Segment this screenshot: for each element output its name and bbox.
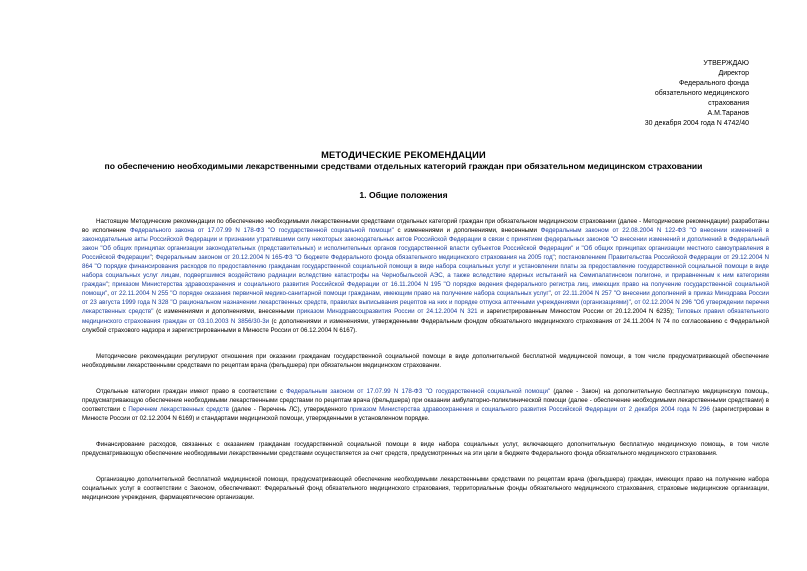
paragraph-text: Методические рекомендации регулируют отношения при оказании гражданам государственной социальной помощи в виде дополнительной бесплатной медицинской помощи, в том числе предусматривающей обеспечение необходимыми лекарственными средствами по рецептам врача (фельдшера) при обязательном медицинском страховании. <box>82 352 769 369</box>
paragraph-text: (с изменениями и дополнениями, внесенными <box>153 308 298 316</box>
paragraph-text: ; <box>107 281 113 289</box>
document-link[interactable]: от 02.12.2004 N 296 "Об утверждении перечня лекарственных средств" <box>82 299 769 316</box>
document-link[interactable]: Перечнем лекарственных средств <box>128 405 229 413</box>
document-link[interactable]: приказом Министерства здравоохранения и социального развития Российской Федерации от 2 декабря 2004 года N 296 <box>349 405 710 413</box>
paragraph-text: (зарегистрирован в Минюсте России от 02.12.2004 N 6169) и стандартами медицинской помощи, утвержденными в установленном порядке. <box>82 405 770 422</box>
body-paragraph <box>82 352 769 370</box>
approval-line: Федерального фонда <box>678 80 749 87</box>
body-paragraph <box>82 217 769 335</box>
paragraph-text: (далее - Закон) на дополнительную бесплатную медицинскую помощь, предусматривающую обеспечение необходимыми лекарственными средствами по рецептам врача (фельдшера) при оказании амбулаторно-поликлинической помощи (далее - обеспечение необходимыми лекарственными средствами) в соответствии с <box>82 387 769 413</box>
paragraph-text: ; <box>151 254 156 262</box>
approval-block <box>645 59 749 129</box>
section-heading: 1. Общие положения <box>359 190 448 200</box>
document-link[interactable]: Федеральным законом от 20.12.2004 N 165-ФЗ "О бюджете Федерального фонда обязательного медицинского страхования на 2005 год" <box>155 254 555 262</box>
paragraph-text: (далее - Перечень ЛС), утвержденного <box>228 405 350 413</box>
document-link[interactable]: Федеральным законом от 22.08.2004 N 122-ФЗ "О внесении изменений в законодательные акты Российской Федерации и признании утратившими силу некоторых законодательных актов Российской Федерации в связи с принятием федеральных законов "О внесении изменений и дополнений в Федеральный закон "Об общих принципах организации законодательных (представительных) и исполнительных органов государственной власти субъектов Российской Федерации" и "Об общих принципах организации местного самоуправления в Российской Федерации" <box>82 227 769 262</box>
paragraph-text: , <box>107 290 111 298</box>
paragraph-text: ; <box>554 254 559 262</box>
paragraph-text: и зарегистрированным Минюстом России от 20.12.2004 N 6235); <box>477 308 677 316</box>
document-link[interactable]: от 22.11.2004 N 257 "О внесении дополнений в приказ Минздрава России от 23 августа 1999 года N 328 "О рациональном назначении лекарственных средств, правилах выписывания рецептов на них и порядке отпуска аптечными учреждениями (организациями)" <box>82 290 769 307</box>
body-paragraph <box>82 387 769 423</box>
paragraph-text: с изменениями и дополнениями, внесенными <box>393 227 541 235</box>
title-line-2: по обеспечению необходимыми лекарственными средствами отдельных категорий граждан при обязательном медицинском страховании <box>104 161 703 171</box>
approval-line: 30 декабря 2004 года N 4742/40 <box>644 120 749 127</box>
paragraph-text: (с дополнениями и изменениями, утвержденными Федеральным фондом обязательного медицинского страхования от 24.11.2004 N 74 по согласованию с Федеральной службой страхового надзора и зарегистрированными в Минюсте России от 06.12.2004 N 6167). <box>82 317 769 334</box>
paragraph-text: Отдельные категории граждан имеют право в соответствии с <box>96 387 287 395</box>
document-title <box>0 150 807 172</box>
document-link[interactable]: от 22.11.2004 N 255 "О порядке оказания первичной медико-санитарной помощи гражданам, имеющим право на получение набора социальных услуг" <box>110 290 551 298</box>
body-paragraph <box>82 440 769 458</box>
document-link[interactable]: приказом Министерства здравоохранения и социального развития Российской Федерации от 16.11.2004 N 195 "О порядке ведения федерального регистра лиц, имеющих право на получение государственной социальной помощи" <box>82 281 769 298</box>
document-link[interactable]: постановлением Правительства Российской Федерации от 29.12.2004 N 864 "О порядке финансирования расходов по предоставлению гражданам государственной социальной помощи в виде набора социальных услуг и установлении платы за предоставление государственной социальной помощи в виде набора социальных услуг лицам, подвергшимся воздействию радиации вследствие катастрофы на Чернобыльской АЭС, а также вследствие ядерных испытаний на Семипалатинском полигоне, и приравненным к ним категориям граждан" <box>82 254 769 289</box>
paragraph-text: Организацию дополнительной бесплатной медицинской помощи, предусматривающей обеспечение необходимыми лекарственными средствами по рецептам врача (фельдшера) граждан, имеющих право на получение набора социальных услуг в соответствии с Законом, обеспечивают: Федеральный фонд обязательного медицинского страхования, территориальные фонды обязательного медицинского страхования, страховые медицинские организации, медицинские учреждения, фармацевтические организации. <box>82 475 769 502</box>
document-body <box>82 217 769 519</box>
paragraph-text: Настоящие Методические рекомендации по обеспечению необходимыми лекарственными средствами отдельных категорий граждан при обязательном медицинском страховании (далее - Методические рекомендации) разработаны во исполнение <box>82 218 769 235</box>
document-link[interactable]: Типовых правил обязательного медицинского страхования граждан от 03.10.2003 N 3856/30-3и <box>82 308 769 325</box>
approval-line: страхования <box>708 100 749 107</box>
document-link[interactable]: Федеральным законом от 17.07.99 N 178-ФЗ "О государственной социальной помощи" <box>286 387 551 395</box>
paragraph-text: , <box>550 290 555 298</box>
approval-line: УТВЕРЖДАЮ <box>703 60 749 67</box>
paragraph-text: , <box>630 299 635 307</box>
title-line-1: МЕТОДИЧЕСКИЕ РЕКОМЕНДАЦИИ <box>321 150 486 160</box>
approval-line: Директор <box>718 70 749 77</box>
paragraph-text: Финансирование расходов, связанных с оказанием гражданам государственной социальной помощи в виде набора социальных услуг, включающего дополнительную бесплатную медицинскую помощь, в том числе предусматривающую обеспечение необходимыми лекарственными средствами осуществляется за счет средств, предусмотренных на эти цели в бюджете Федерального фонда обязательного медицинского страхования. <box>82 440 769 457</box>
body-paragraph <box>82 475 769 502</box>
document-link[interactable]: приказом Минздравсоцразвития России от 24.12.2004 N 321 <box>297 308 478 316</box>
approval-line: А.М.Таранов <box>707 110 749 117</box>
document-link[interactable]: Федерального закона от 17.07.99 N 178-ФЗ "О государственной социальной помощи" <box>129 227 394 235</box>
approval-line: обязательного медицинского <box>654 90 749 97</box>
